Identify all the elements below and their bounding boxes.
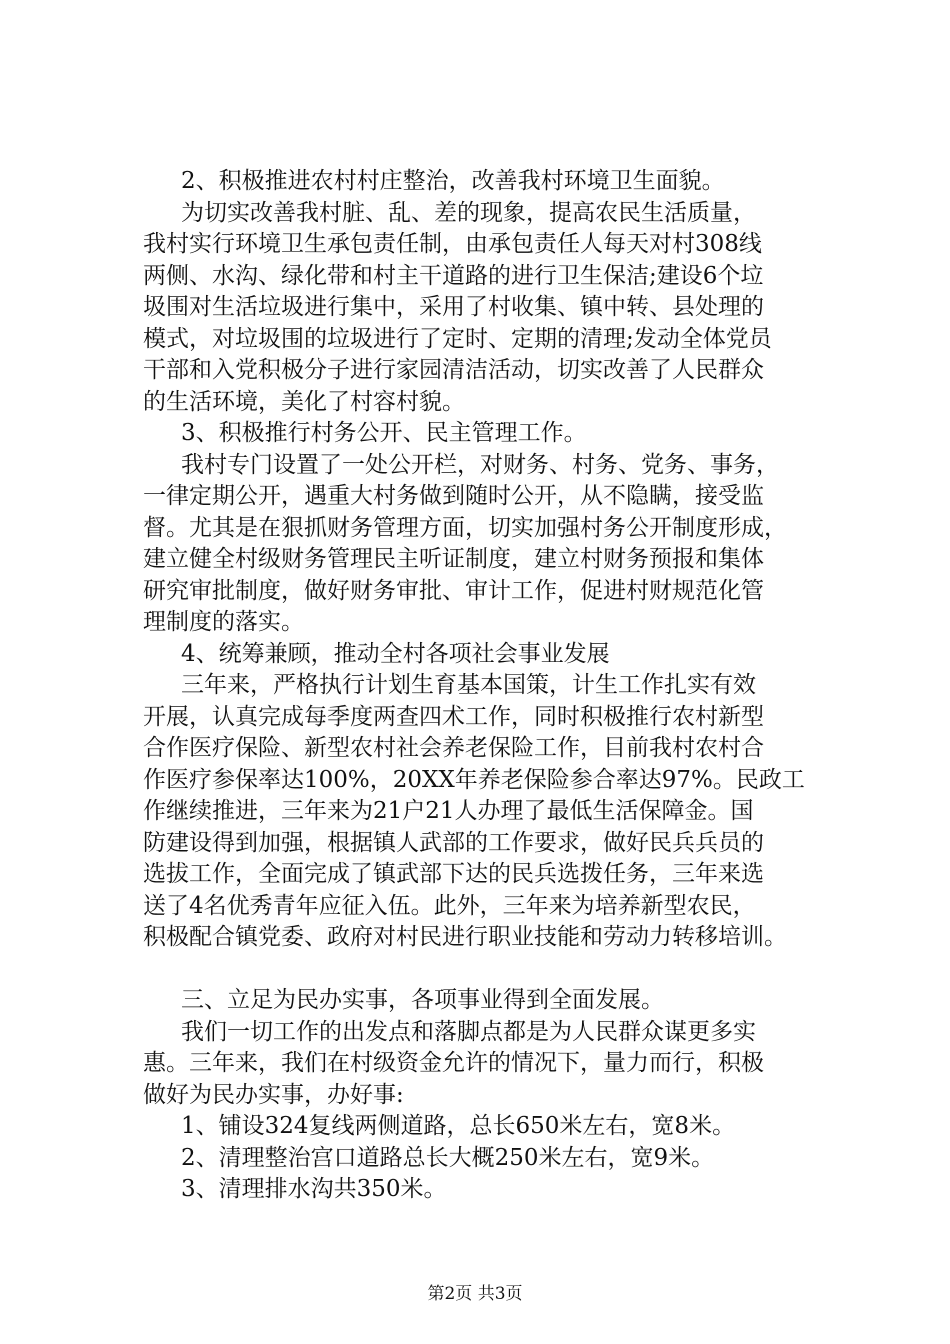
paragraph-first-line: 2、清理整治宫口道路总长大概250米左右，宽9米。 [181, 1144, 715, 1171]
paragraph-line: 选拔工作，全面完成了镇武部下达的民兵选拨任务，三年来选 [143, 861, 764, 887]
paragraph-line: 送了4名优秀青年应征入伍。此外，三年来为培养新型农民， [143, 892, 756, 919]
paragraph-first-line: 1、铺设324复线两侧道路，总长650米左右，宽8米。 [181, 1113, 736, 1139]
paragraph-first-line: 2、积极推进农村村庄整治，改善我村环境卫生面貌。 [181, 168, 725, 194]
document-body [143, 166, 843, 1206]
blank-line [143, 954, 843, 986]
paragraph-line: 建立健全村级财务管理民主听证制度，建立村财务预报和集体 [143, 546, 764, 572]
paragraph-line: 惠。三年来，我们在村级资金允许的情况下，量力而行，积极 [143, 1050, 764, 1076]
paragraph [143, 1111, 843, 1143]
paragraph [143, 450, 843, 639]
paragraph-first-line: 3、积极推行村务公开、民主管理工作。 [181, 420, 587, 446]
paragraph [143, 639, 843, 671]
paragraph-line: 防建设得到加强，根据镇人武部的工作要求，做好民兵兵员的 [143, 829, 764, 856]
paragraph-line: 一律定期公开，遇重大村务做到随时公开，从不隐瞒，接受监 [143, 483, 764, 509]
paragraph [143, 1174, 843, 1206]
paragraph [143, 166, 843, 198]
paragraph-line: 研究审批制度，做好财务审批、审计工作，促进村财规范化管 [143, 577, 764, 604]
paragraph-first-line: 三、立足为民办实事，各项事业得到全面发展。 [181, 987, 664, 1013]
paragraph [143, 985, 843, 1017]
paragraph [143, 418, 843, 450]
paragraph-first-line: 为切实改善我村脏、乱、差的现象，提高农民生活质量， [181, 199, 756, 226]
paragraph-line: 做好为民办实事，办好事: [143, 1081, 404, 1108]
paragraph-line: 合作医疗保险、新型农村社会养老保险工作，目前我村农村合 [143, 735, 764, 761]
paragraph-first-line: 3、清理排水沟共350米。 [181, 1176, 447, 1202]
paragraph [143, 198, 843, 419]
paragraph [143, 670, 843, 954]
paragraph-line: 两侧、水沟、绿化带和村主干道路的进行卫生保洁;建设6个垃 [143, 262, 764, 289]
paragraph-line: 督。尤其是在狠抓财务管理方面，切实加强村务公开制度形成， [143, 514, 787, 541]
paragraph-line: 干部和入党积极分子进行家园清洁活动，切实改善了人民群众 [143, 357, 764, 383]
page-number: 第2页 共3页 [427, 1284, 523, 1304]
paragraph-line: 作医疗参保率达100%，20XX年养老保险参合率达97%。民政工 [143, 766, 805, 793]
paragraph-line: 理制度的落实。 [143, 609, 304, 635]
paragraph-first-line: 我们一切工作的出发点和落脚点都是为人民群众谋更多实 [181, 1018, 756, 1045]
paragraph-first-line: 我村专门设置了一处公开栏，对财务、村务、党务、事务， [181, 451, 779, 478]
paragraph-first-line: 三年来，严格执行计划生育基本国策，计生工作扎实有效 [181, 672, 756, 698]
paragraph [143, 1017, 843, 1112]
paragraph-line: 我村实行环境卫生承包责任制，由承包责任人每天对村308线 [143, 231, 762, 257]
paragraph-line: 模式，对垃圾围的垃圾进行了定时、定期的清理;发动全体党员 [143, 325, 772, 352]
paragraph-line: 积极配合镇党委、政府对村民进行职业技能和劳动力转移培训。 [143, 924, 787, 950]
paragraph-line: 圾围对生活垃圾进行集中，采用了村收集、镇中转、县处理的 [143, 294, 764, 320]
paragraph [143, 1143, 843, 1175]
paragraph-line: 开展，认真完成每季度两查四术工作，同时积极推行农村新型 [143, 703, 764, 730]
paragraph-line: 的生活环境，美化了村容村貌。 [143, 388, 465, 415]
paragraph-line: 作继续推进，三年来为21户21人办理了最低生活保障金。国 [143, 798, 754, 824]
paragraph-first-line: 4、统筹兼顾，推动全村各项社会事业发展 [181, 640, 610, 667]
